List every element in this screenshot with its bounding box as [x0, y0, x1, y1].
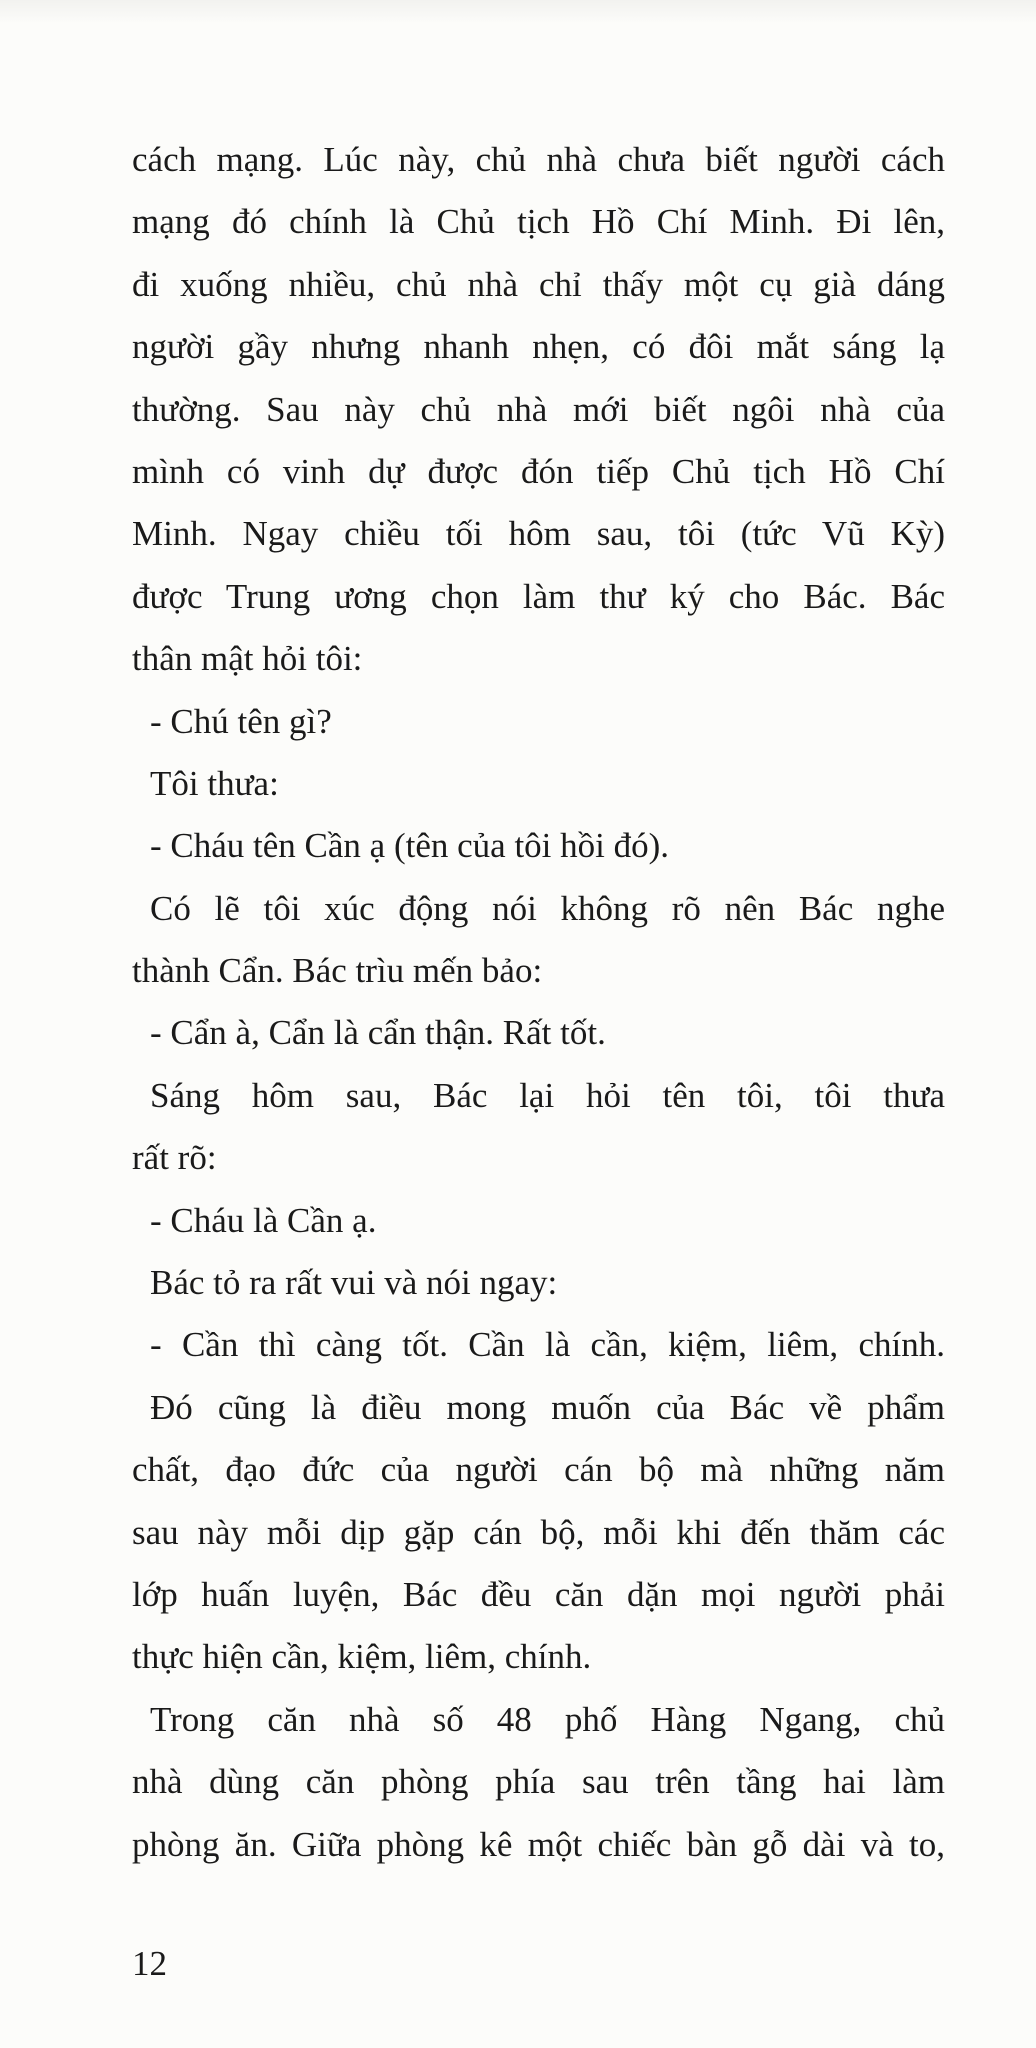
- text-line: cách mạng. Lúc này, chủ nhà chưa biết người cách: [132, 140, 945, 179]
- text-line: - Cháu là Cần ạ.: [150, 1200, 377, 1240]
- text-line: Tôi thưa:: [150, 763, 279, 803]
- text-line: - Chú tên gì?: [150, 701, 332, 741]
- text-line: Đó cũng là điều mong muốn của Bác về phẩm: [150, 1387, 945, 1427]
- text-line: thân mật hỏi tôi:: [132, 639, 363, 679]
- text-line: mạng đó chính là Chủ tịch Hồ Chí Minh. Đi lên,: [132, 202, 945, 242]
- text-line: thường. Sau này chủ nhà mới biết ngôi nhà của: [132, 389, 945, 429]
- text-line: chất, đạo đức của người cán bộ mà những năm: [132, 1450, 945, 1490]
- page-number: 12: [132, 1944, 167, 1983]
- text-line: sau này mỗi dịp gặp cán bộ, mỗi khi đến thăm các: [132, 1512, 945, 1552]
- text-line: - Cẩn à, Cẩn là cẩn thận. Rất tốt.: [150, 1013, 606, 1053]
- text-line: - Cần thì càng tốt. Cần là cần, kiệm, liêm, chính.: [150, 1325, 945, 1365]
- text-line: đi xuống nhiều, chủ nhà chỉ thấy một cụ già dáng: [132, 264, 945, 304]
- text-line: Bác tỏ ra rất vui và nói ngay:: [150, 1263, 558, 1303]
- text-line: Sáng hôm sau, Bác lại hỏi tên tôi, tôi thưa: [150, 1075, 945, 1115]
- page-body-text: [132, 129, 945, 1876]
- scan-edge: [0, 0, 1036, 24]
- text-line: - Cháu tên Cần ạ (tên của tôi hồi đó).: [150, 826, 670, 866]
- text-line: lớp huấn luyện, Bác đều căn dặn mọi người phải: [132, 1574, 945, 1614]
- text-line: mình có vinh dự được đón tiếp Chủ tịch Hồ Chí: [132, 451, 945, 491]
- text-line: rất rõ:: [132, 1138, 217, 1178]
- text-line: Có lẽ tôi xúc động nói không rõ nên Bác nghe: [150, 888, 945, 928]
- text-line: thực hiện cần, kiệm, liêm, chính.: [132, 1637, 592, 1677]
- text-line: nhà dùng căn phòng phía sau trên tầng hai làm: [132, 1762, 945, 1802]
- text-line: người gầy nhưng nhanh nhẹn, có đôi mắt sáng lạ: [132, 327, 945, 367]
- text-line: Minh. Ngay chiều tối hôm sau, tôi (tức Vũ Kỳ): [132, 514, 945, 554]
- text-line: thành Cẩn. Bác trìu mến bảo:: [132, 951, 543, 991]
- text-line: phòng ăn. Giữa phòng kê một chiếc bàn gỗ dài và to,: [132, 1824, 945, 1864]
- text-line: Trong căn nhà số 48 phố Hàng Ngang, chủ: [150, 1699, 945, 1739]
- text-line: được Trung ương chọn làm thư ký cho Bác. Bác: [132, 576, 945, 616]
